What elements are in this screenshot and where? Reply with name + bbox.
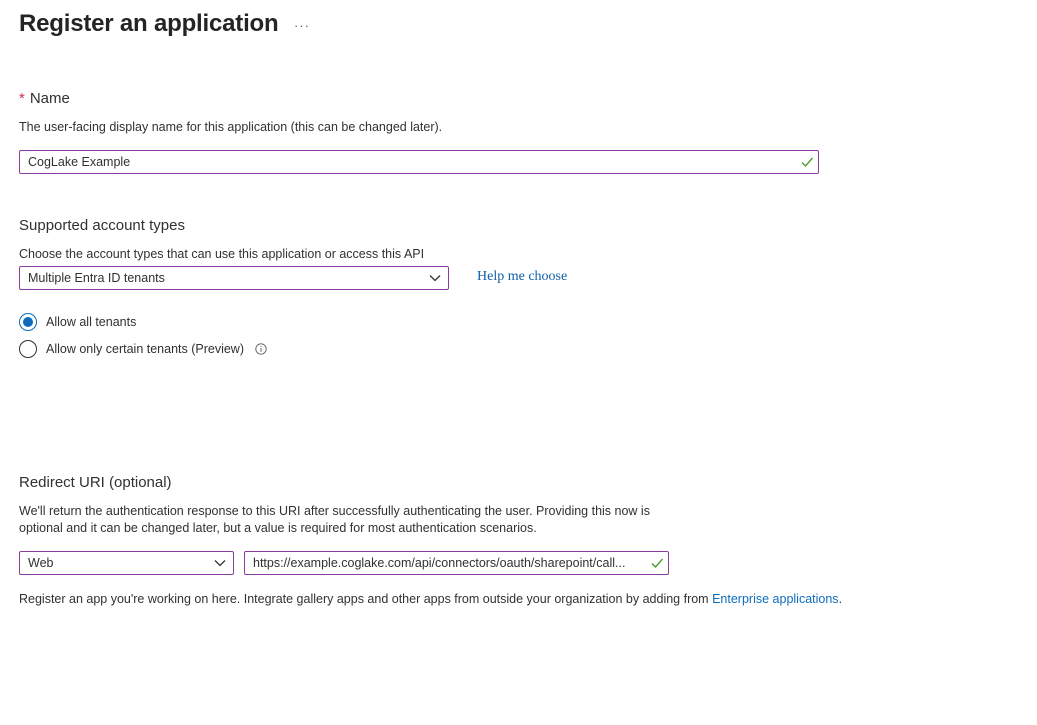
platform-dropdown[interactable]	[19, 551, 234, 575]
name-label	[19, 90, 70, 107]
footer-note-period: .	[838, 592, 843, 606]
check-icon	[800, 155, 814, 169]
footer-note-text: Register an app you're working on here. Integrate gallery apps and other apps from outside your organization by adding from	[19, 592, 709, 606]
name-description: The user-facing display name for this application (this can be changed later).	[19, 120, 443, 134]
redirect-uri-input[interactable]	[244, 551, 669, 575]
redirect-uri-description	[19, 503, 650, 537]
radio-allow-certain-tenants[interactable]	[19, 340, 267, 358]
radio-allow-all-tenants[interactable]	[19, 313, 136, 331]
enterprise-applications-link[interactable]: Enterprise applications	[712, 592, 839, 606]
name-label-text: Name	[29, 90, 70, 107]
check-icon	[650, 556, 664, 570]
page-title: Register an application	[19, 10, 279, 37]
account-types-description: Choose the account types that can use this application or access this API	[19, 247, 425, 261]
radio-allow-certain-tenants-label: Allow only certain tenants (Preview)	[46, 342, 244, 356]
radio-allow-all-tenants-label: Allow all tenants	[46, 315, 137, 329]
footer-note	[19, 591, 842, 608]
account-types-dropdown[interactable]	[19, 266, 449, 290]
name-input[interactable]	[19, 150, 819, 174]
chevron-down-icon	[213, 556, 227, 570]
redirect-uri-label: Redirect URI (optional)	[19, 474, 172, 491]
redirect-uri-description-line2: optional and it can be changed later, but a value is required for most authentication scenarios.	[19, 521, 537, 535]
chevron-down-icon	[428, 271, 442, 285]
platform-selected: Web	[28, 556, 54, 570]
more-icon[interactable]: ···	[294, 18, 310, 33]
radio-allow-all-tenants-circle[interactable]	[19, 313, 37, 331]
required-marker: *	[19, 90, 25, 107]
account-types-label: Supported account types	[19, 217, 185, 234]
help-me-choose-link[interactable]: Help me choose	[477, 269, 568, 284]
name-input-value: CogLake Example	[28, 155, 131, 169]
radio-allow-certain-tenants-circle[interactable]	[19, 340, 37, 358]
account-types-selected: Multiple Entra ID tenants	[28, 271, 165, 285]
redirect-uri-description-line1: We'll return the authentication response to this URI after successfully authenticating the user. Providing this now is	[19, 504, 650, 518]
redirect-uri-value: https://example.coglake.com/api/connectors/oauth/sharepoint/call...	[253, 556, 626, 570]
info-icon[interactable]	[255, 343, 267, 355]
